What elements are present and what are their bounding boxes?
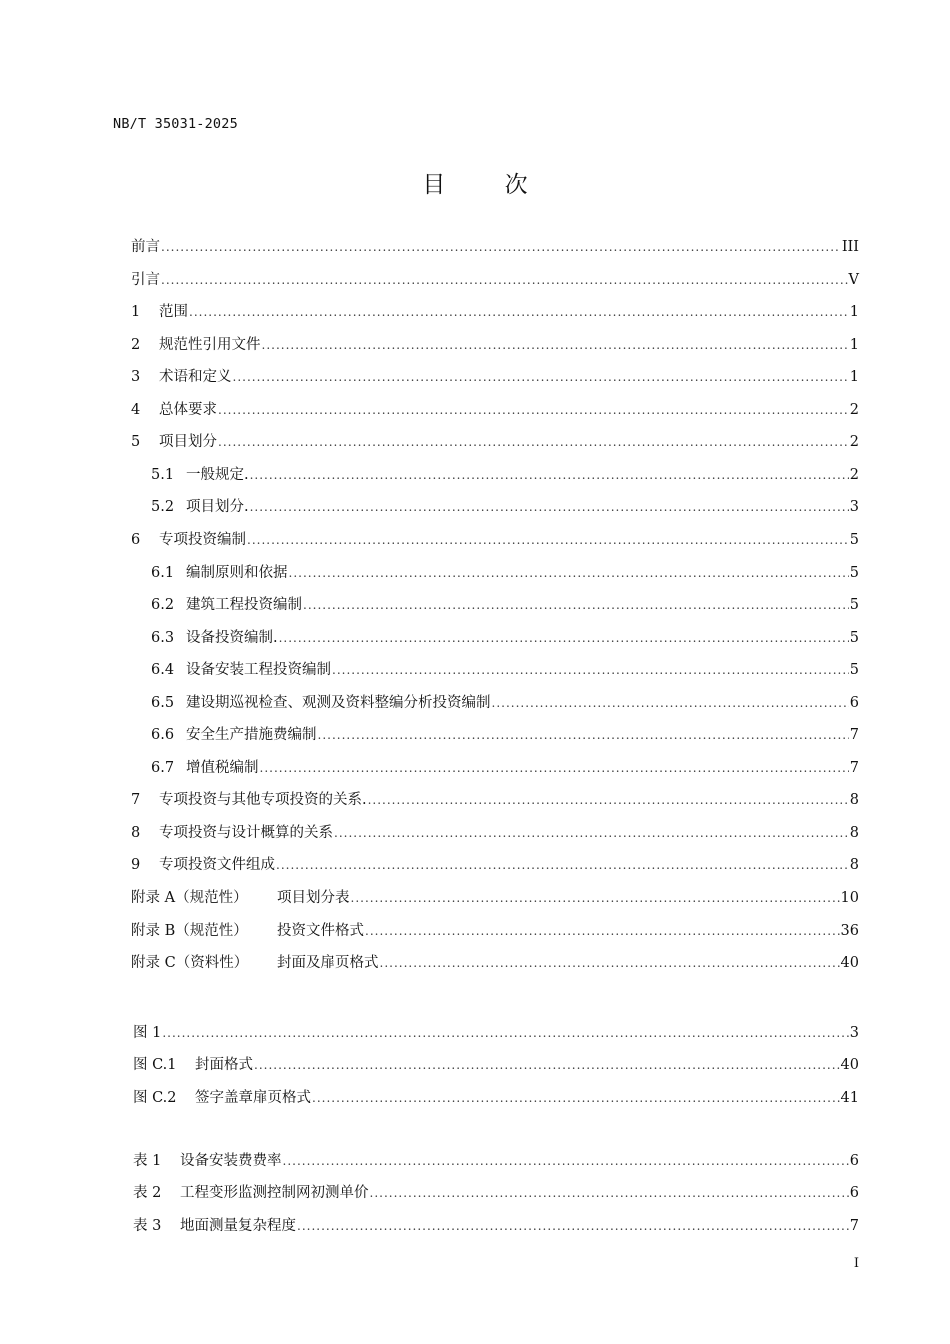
toc-subentry[interactable]: [151, 465, 859, 485]
table-label: 工程变形监测控制网初测单价: [180, 1185, 369, 1201]
toc-entry[interactable]: [131, 302, 859, 322]
dot-leader: [233, 367, 849, 387]
toc-entry-page: V: [848, 272, 859, 288]
toc-entry-label: 专项投资与设计概算的关系: [159, 825, 333, 841]
toc-appendix-entry[interactable]: [131, 888, 859, 908]
toc-entry-page: 7: [849, 760, 859, 776]
toc-entry-page: 36: [840, 923, 859, 939]
toc-entry-page: 5: [849, 565, 859, 581]
dot-leader: [318, 725, 849, 745]
toc-entry-page: 2: [849, 467, 859, 483]
table-label: 地面测量复杂程度: [180, 1218, 296, 1234]
toc-entry-label: 项目划分: [159, 434, 217, 450]
toc-entry-number: 4: [131, 402, 141, 418]
dot-leader: [262, 335, 849, 355]
dot-leader: [276, 855, 849, 875]
toc-appendix-entry[interactable]: [131, 953, 859, 973]
page-number: I: [853, 1256, 859, 1271]
toc-entry[interactable]: [131, 823, 859, 843]
toc-entry-label: 引言: [131, 272, 160, 288]
table-page: 6: [849, 1153, 859, 1169]
table-page: 6: [849, 1185, 859, 1201]
toc-entry-number: 3: [131, 369, 141, 385]
figure-page: 41: [840, 1090, 859, 1106]
page-title: 目 次: [422, 172, 554, 198]
toc-entry[interactable]: [131, 432, 859, 452]
toc-entry-number: 8: [131, 825, 141, 841]
table-entry[interactable]: [133, 1216, 859, 1236]
dot-leader: [189, 302, 849, 322]
toc-entry-label: 专项投资编制: [159, 532, 246, 548]
toc-entry-page: 10: [840, 890, 859, 906]
toc-entry-label: 规范性引用文件: [159, 337, 261, 353]
table-entry[interactable]: [133, 1183, 859, 1203]
toc-entry-page: 3: [849, 499, 859, 515]
dot-leader: [247, 530, 849, 550]
toc-entry-page: 5: [849, 597, 859, 613]
dot-leader: [312, 1088, 840, 1108]
dot-leader: [380, 953, 840, 973]
figure-label: 签字盖章扉页格式: [195, 1090, 311, 1106]
table-entry[interactable]: [133, 1151, 859, 1171]
toc-entry-number: 7: [131, 792, 141, 808]
toc-entry-number: 5.2: [151, 499, 175, 515]
toc-subentry[interactable]: [151, 693, 859, 713]
toc-entry-number: 6.6: [151, 727, 175, 743]
toc-entry-page: 1: [849, 369, 859, 385]
table-page: 7: [849, 1218, 859, 1234]
dot-leader: [218, 432, 849, 452]
toc-entry[interactable]: [131, 855, 859, 875]
toc-entry[interactable]: [131, 270, 859, 290]
toc-subentry[interactable]: [151, 660, 859, 680]
dot-leader: [161, 270, 848, 290]
dot-leader: [289, 563, 849, 583]
dot-leader: [351, 888, 840, 908]
figure-entry[interactable]: [133, 1023, 859, 1043]
figure-page: 3: [849, 1025, 859, 1041]
toc-entry-label: 建设期巡视检查、观测及资料整编分析投资编制: [186, 695, 491, 711]
toc-entry-label: 项目划分表: [277, 890, 350, 906]
dot-leader: [297, 1216, 849, 1236]
dot-leader: [370, 1183, 849, 1203]
toc-entry-number: 5.1: [151, 467, 175, 483]
toc-entry-label: 编制原则和依据: [186, 565, 288, 581]
dot-leader: [279, 628, 849, 648]
toc-entry-label: 安全生产措施费编制: [186, 727, 317, 743]
toc-entry[interactable]: [131, 790, 859, 810]
toc-entry-label: 设备投资编制.: [186, 630, 278, 646]
toc-entry[interactable]: [131, 367, 859, 387]
toc-subentry[interactable]: [151, 563, 859, 583]
toc-entry-number: 附录 C（资料性）: [131, 955, 249, 971]
figure-number: 图 C.2: [133, 1090, 177, 1106]
toc-entry-number: 附录 B（规范性）: [131, 923, 248, 939]
dot-leader: [254, 1055, 840, 1075]
table-number: 表 1: [133, 1153, 162, 1169]
dot-leader: [492, 693, 849, 713]
toc-entry-page: 6: [849, 695, 859, 711]
toc-entry-label: 封面及扉页格式: [277, 955, 379, 971]
figure-number: 图 C.1: [133, 1057, 177, 1073]
toc-entry-number: 6.7: [151, 760, 175, 776]
toc-entry-label: 一般规定.: [186, 467, 249, 483]
dot-leader: [332, 660, 849, 680]
dot-leader: [365, 921, 840, 941]
toc-entry-page: 1: [849, 337, 859, 353]
toc-entry[interactable]: [131, 237, 859, 257]
dot-leader: [260, 758, 849, 778]
toc-entry-number: 6.3: [151, 630, 175, 646]
toc-entry[interactable]: [131, 400, 859, 420]
toc-entry-page: 1: [849, 304, 859, 320]
toc-entry-page: 8: [849, 792, 859, 808]
figure-entry[interactable]: [133, 1088, 859, 1108]
toc-entry-number: 6.5: [151, 695, 175, 711]
toc-entry-number: 附录 A（规范性）: [131, 890, 248, 906]
toc-entry-label: 设备安装工程投资编制: [186, 662, 331, 678]
dot-leader: [368, 790, 849, 810]
toc-entry-page: 2: [849, 402, 859, 418]
toc-entry-label: 项目划分.: [186, 499, 249, 515]
toc-subentry[interactable]: [151, 497, 859, 517]
dot-leader: [303, 595, 849, 615]
toc-entry-page: 5: [849, 630, 859, 646]
toc-entry-number: 1: [131, 304, 141, 320]
toc-subentry[interactable]: [151, 595, 859, 615]
toc-subentry[interactable]: [151, 758, 859, 778]
toc-entry-page: 8: [849, 857, 859, 873]
toc-entry-page: III: [841, 239, 859, 255]
figure-entry[interactable]: [133, 1055, 859, 1075]
dot-leader: [161, 237, 841, 257]
toc-entry-number: 6.2: [151, 597, 175, 613]
standard-code: NB/T 35031-2025: [113, 116, 238, 132]
toc-entry[interactable]: [131, 335, 859, 355]
toc-entry-number: 5: [131, 434, 141, 450]
toc-entry-label: 专项投资与其他专项投资的关系.: [159, 792, 367, 808]
toc-entry-page: 8: [849, 825, 859, 841]
dot-leader: [250, 497, 849, 517]
toc-entry-page: 2: [849, 434, 859, 450]
toc-entry-number: 6: [131, 532, 141, 548]
dot-leader: [218, 400, 849, 420]
figure-label: 封面格式: [195, 1057, 253, 1073]
toc-entry-page: 5: [849, 662, 859, 678]
toc-entry-label: 增值税编制: [186, 760, 259, 776]
toc-entry-label: 建筑工程投资编制: [186, 597, 302, 613]
figure-page: 40: [840, 1057, 859, 1073]
table-label: 设备安装费费率: [180, 1153, 282, 1169]
toc-entry-label: 术语和定义: [159, 369, 232, 385]
toc-entry-number: 6.1: [151, 565, 175, 581]
toc-entry-label: 投资文件格式: [277, 923, 364, 939]
toc-appendix-entry[interactable]: [131, 921, 859, 941]
toc-subentry[interactable]: [151, 725, 859, 745]
toc-entry[interactable]: [131, 530, 859, 550]
table-number: 表 3: [133, 1218, 162, 1234]
dot-leader: [250, 465, 849, 485]
toc-entry-page: 7: [849, 727, 859, 743]
figure-number: 图 1: [133, 1025, 162, 1041]
dot-leader: [334, 823, 849, 843]
toc-entry-label: 范围: [159, 304, 188, 320]
toc-entry-number: 2: [131, 337, 141, 353]
toc-entry-label: 前言: [131, 239, 160, 255]
toc-subentry[interactable]: [151, 628, 859, 648]
toc-entry-label: 总体要求: [159, 402, 217, 418]
toc-entry-number: 9: [131, 857, 141, 873]
dot-leader: [162, 1023, 848, 1043]
toc-entry-page: 40: [840, 955, 859, 971]
toc-entry-page: 5: [849, 532, 859, 548]
table-number: 表 2: [133, 1185, 162, 1201]
toc-entry-number: 6.4: [151, 662, 175, 678]
toc-entry-label: 专项投资文件组成: [159, 857, 275, 873]
dot-leader: [283, 1151, 849, 1171]
